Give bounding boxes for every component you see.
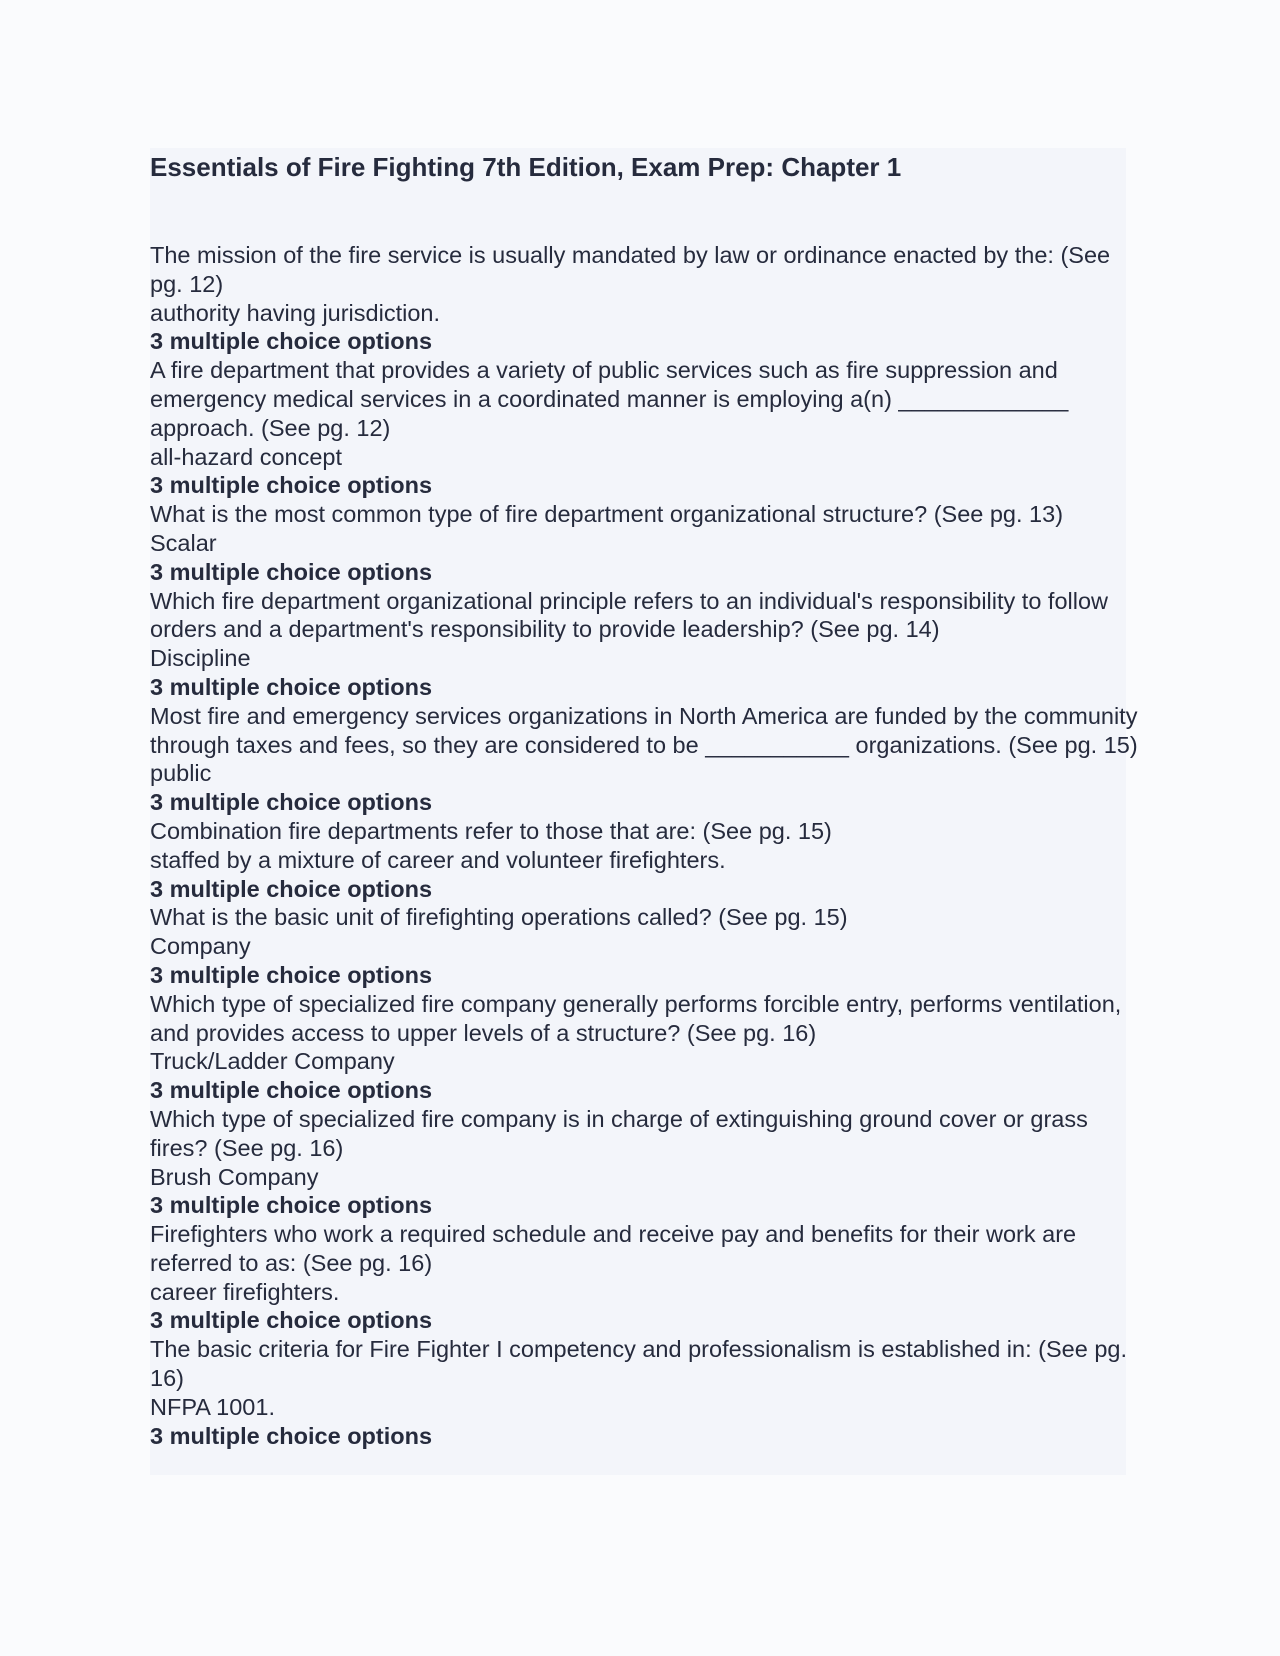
question-item	[150, 587, 1140, 702]
page-title: Essentials of Fire Fighting 7th Edition, Exam Prep: Chapter 1	[150, 152, 902, 182]
question-text: The mission of the fire service is usually mandated by law or ordinance enacted by the: (See pg. 12)	[150, 242, 1111, 297]
options-label: 3 multiple choice options	[150, 558, 433, 585]
options-label: 3 multiple choice options	[150, 1422, 433, 1449]
question-text: What is the basic unit of firefighting operations called? (See pg. 15)	[150, 904, 848, 931]
answer-text: NFPA 1001.	[150, 1393, 275, 1420]
answer-text: Truck/Ladder Company	[150, 1048, 395, 1075]
question-item	[150, 1220, 1140, 1335]
question-item	[150, 1335, 1140, 1450]
answer-text: Brush Company	[150, 1163, 319, 1190]
question-text: Most fire and emergency services organizations in North America are funded by the community through taxes and fees, so they are considered to be ___________ organizations. (See pg. 15)	[150, 702, 1138, 758]
answer-text: public	[150, 760, 212, 787]
answer-text: all-hazard concept	[150, 443, 343, 470]
question-text: Which fire department organizational principle refers to an individual's responsibility to follow orders and a department's responsibility to provide leadership? (See pg. 14)	[150, 587, 1109, 643]
question-item	[150, 500, 1140, 586]
question-item	[150, 241, 1140, 356]
question-text: The basic criteria for Fire Fighter I competency and professionalism is established in: (See pg. 16)	[150, 1336, 1127, 1392]
options-label: 3 multiple choice options	[150, 1077, 433, 1104]
options-label: 3 multiple choice options	[150, 1307, 433, 1334]
question-item	[150, 1105, 1140, 1220]
answer-text: Company	[150, 933, 251, 960]
options-label: 3 multiple choice options	[150, 961, 433, 988]
answer-text: Discipline	[150, 645, 251, 672]
question-text: Which type of specialized fire company generally performs forcible entry, performs ventilation, and provides access to upper levels of a structure? (See pg. 16)	[150, 990, 1122, 1046]
question-item	[150, 817, 1140, 903]
options-label: 3 multiple choice options	[150, 673, 433, 700]
answer-text: Scalar	[150, 529, 217, 556]
options-label: 3 multiple choice options	[150, 789, 433, 816]
answer-text: staffed by a mixture of career and volunteer firefighters.	[150, 846, 726, 873]
options-label: 3 multiple choice options	[150, 472, 433, 499]
question-item	[150, 990, 1140, 1105]
question-text: Which type of specialized fire company is in charge of extinguishing ground cover or grass fires? (See pg. 16)	[150, 1105, 1088, 1161]
options-label: 3 multiple choice options	[150, 875, 433, 902]
question-text: Firefighters who work a required schedule and receive pay and benefits for their work are referred to as: (See pg. 16)	[150, 1221, 1077, 1276]
answer-text: authority having jurisdiction.	[150, 299, 440, 326]
question-item	[150, 702, 1140, 817]
question-item	[150, 356, 1140, 500]
options-label: 3 multiple choice options	[150, 1192, 433, 1219]
question-text: Combination fire departments refer to those that are: (See pg. 15)	[150, 817, 832, 844]
document-page	[150, 148, 1138, 1475]
question-text: A fire department that provides a variety of public services such as fire suppression and emergency medical services in a coordinated manner is employing a(n) _____________ approach. (See pg. 12)	[150, 357, 1069, 441]
options-label: 3 multiple choice options	[150, 328, 433, 355]
question-item	[150, 903, 1140, 989]
answer-text: career firefighters.	[150, 1278, 340, 1305]
question-text: What is the most common type of fire department organizational structure? (See pg. 13)	[150, 501, 1064, 528]
question-list	[150, 241, 1140, 1450]
